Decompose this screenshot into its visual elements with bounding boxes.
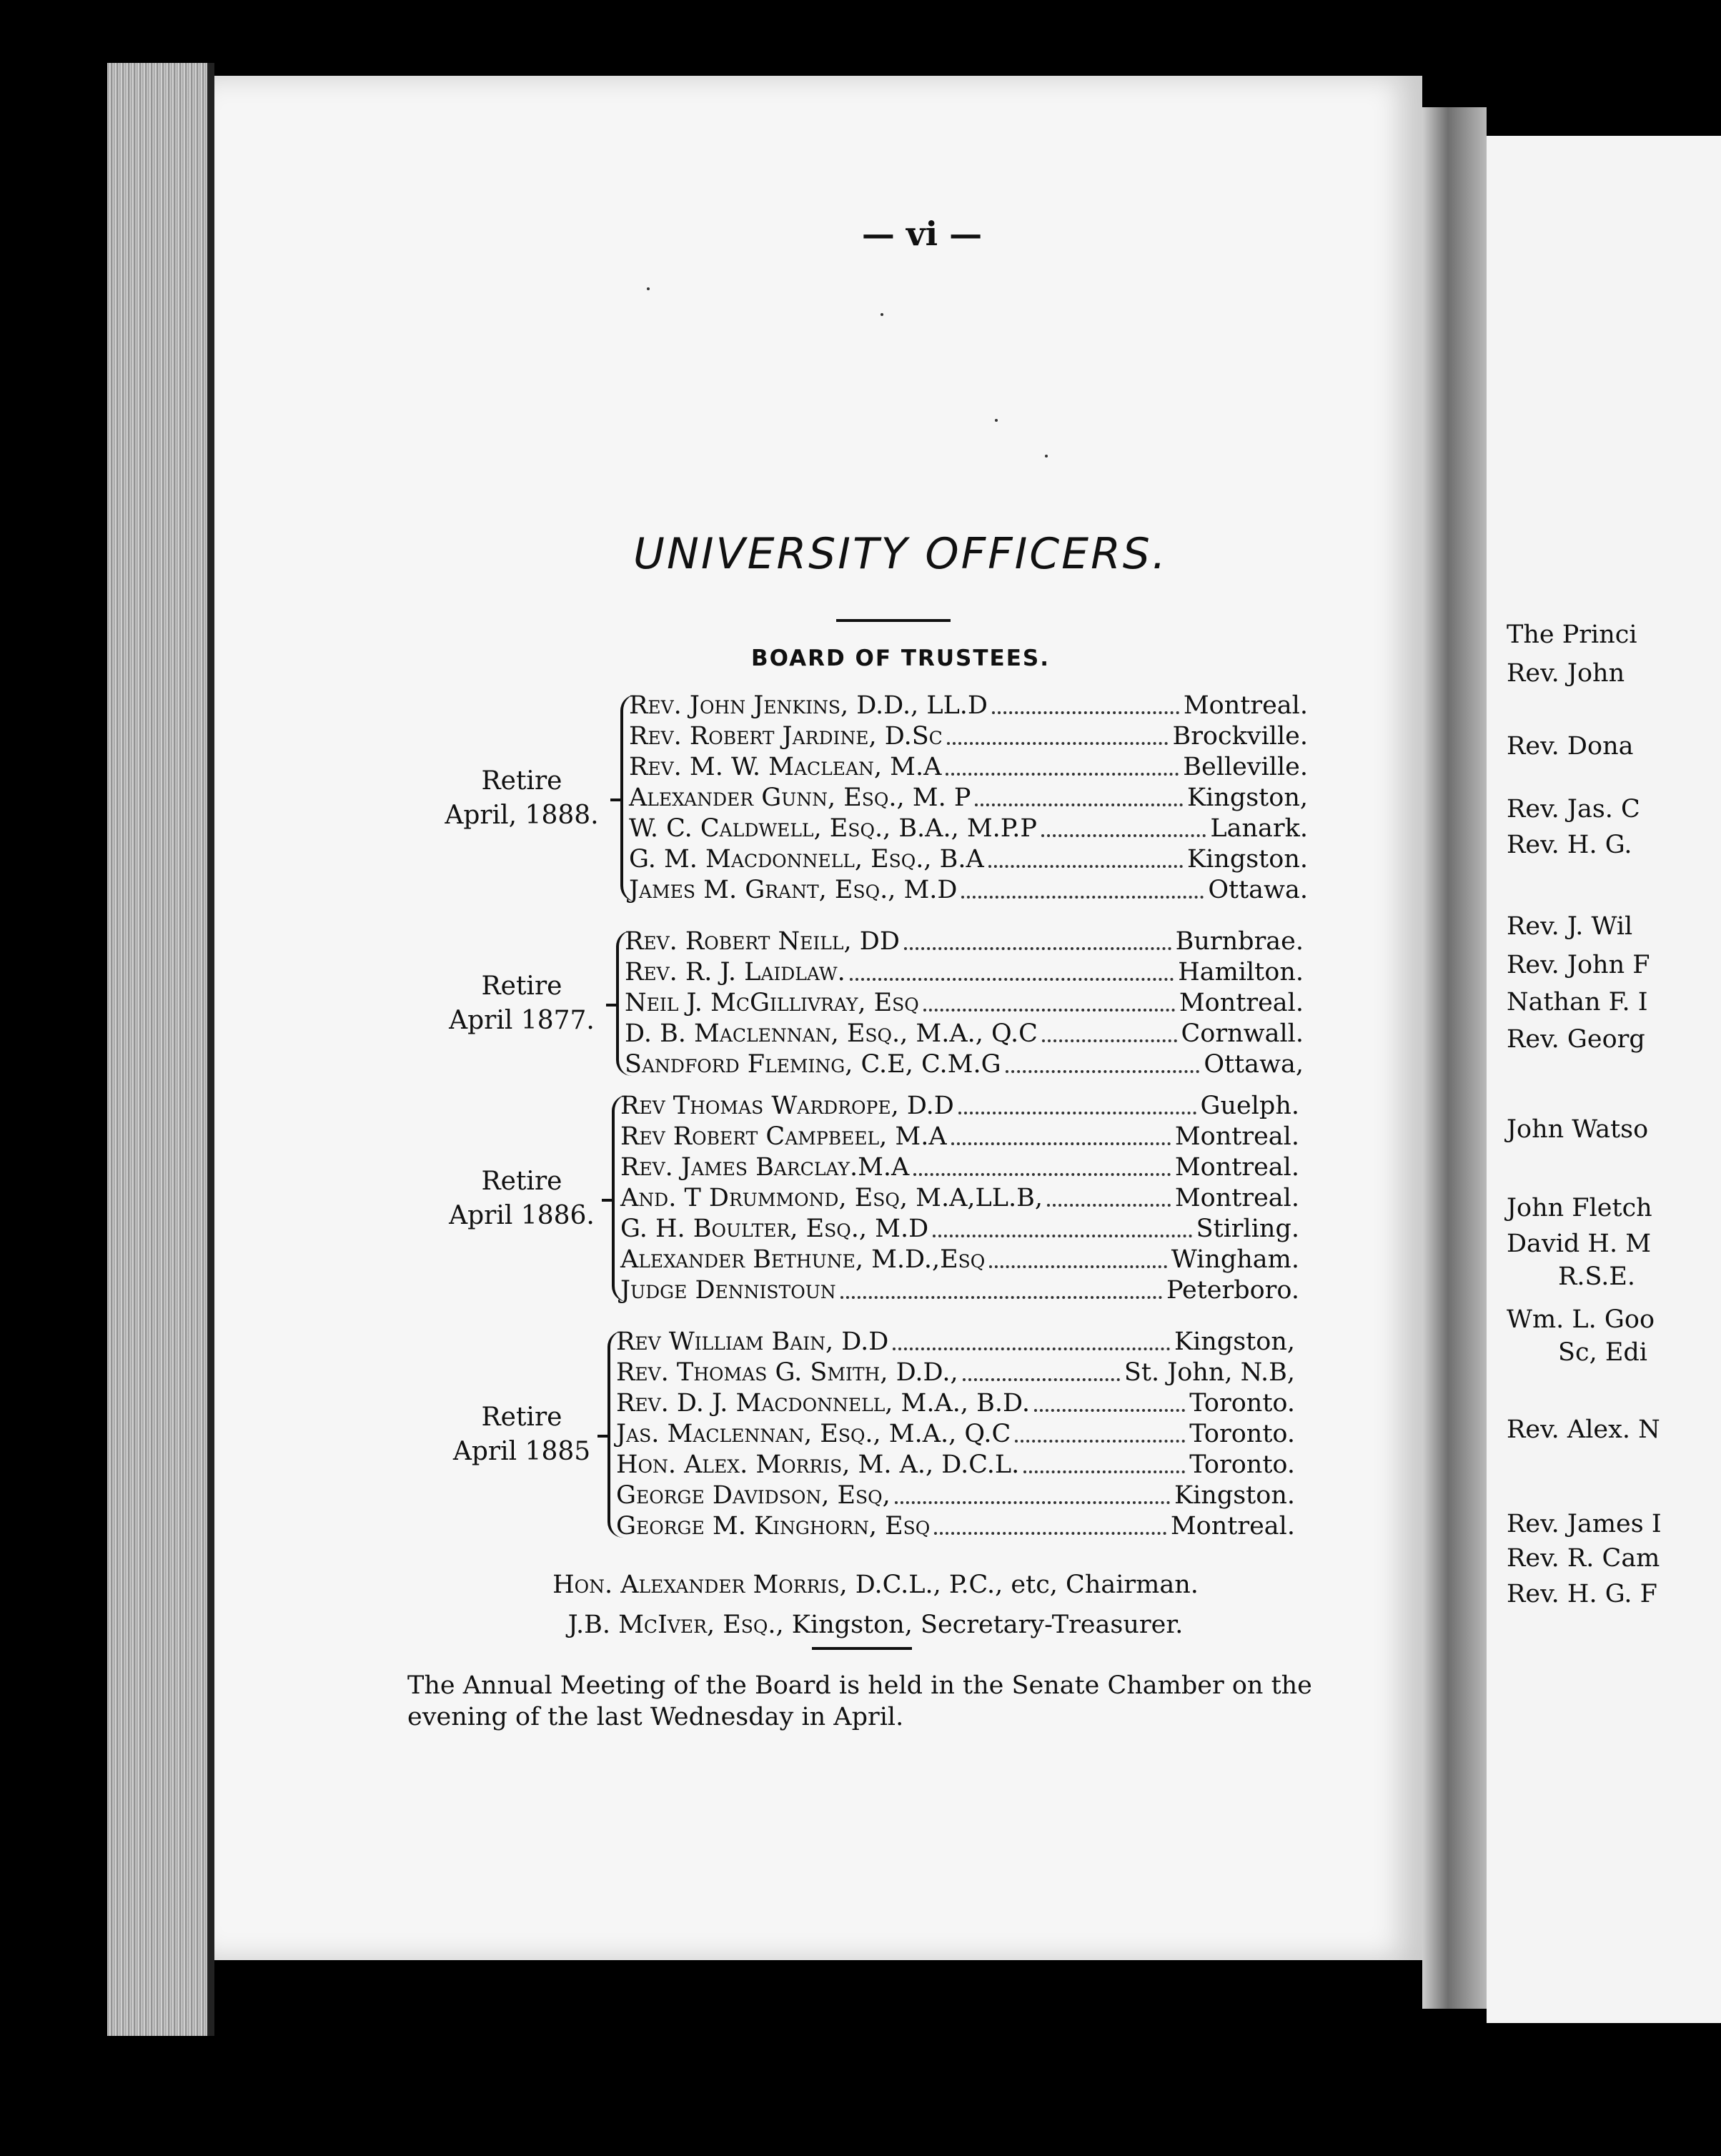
- trustee-row: [616, 1511, 1295, 1542]
- page-gutter: [1422, 107, 1487, 2009]
- right-page-line: John Watso: [1507, 1115, 1649, 1144]
- brace-point: [606, 1004, 618, 1007]
- trustee-place: Toronto.: [1189, 1420, 1295, 1448]
- trustee-name: Neil J. McGillivray, Esq: [625, 989, 919, 1017]
- trustee-row: [629, 844, 1308, 875]
- dot-leader: [1042, 1039, 1177, 1042]
- trustee-name: G. M. Macdonnell, Esq., B.A: [629, 845, 984, 874]
- print-speck: [647, 287, 650, 290]
- dot-leader: [1006, 1070, 1200, 1073]
- trustee-name: And. T Drummond, Esq, M.A,LL.B,: [620, 1184, 1043, 1212]
- chairman-title: D.C.L., P.C., etc, Chairman.: [847, 1571, 1199, 1599]
- trustee-row: [616, 1450, 1295, 1480]
- trustee-row: [616, 1388, 1295, 1419]
- brace-point: [602, 1199, 613, 1202]
- trustee-row: [620, 1183, 1299, 1214]
- right-page-line: Wm. L. Goo: [1507, 1305, 1655, 1334]
- trustee-name: Rev Thomas Wardrope, D.D: [620, 1092, 954, 1120]
- dot-leader: [947, 742, 1169, 745]
- trustee-place: Montreal.: [1170, 1512, 1295, 1541]
- trustee-row: [625, 988, 1304, 1019]
- right-page-line: Rev. Dona: [1507, 732, 1634, 761]
- trustee-row: [616, 1327, 1295, 1358]
- trustee-name: Alexander Gunn, Esq., M. P: [629, 783, 971, 812]
- section-heading: BOARD OF TRUSTEES.: [751, 646, 1050, 671]
- retire-label-line1: Retire: [481, 971, 562, 1001]
- right-page-line: Rev. H. G. F: [1507, 1580, 1657, 1608]
- right-page-line: David H. M: [1507, 1230, 1652, 1258]
- page-title: UNIVERSITY OFFICERS.: [633, 529, 1168, 579]
- trustee-name: Jas. Maclennan, Esq., M.A., Q.C: [616, 1420, 1011, 1448]
- retire-label-date: April 1877.: [449, 1005, 595, 1035]
- title-rule: [836, 619, 951, 622]
- trustee-place: Kingston,: [1186, 783, 1308, 812]
- trustee-row: [629, 783, 1308, 814]
- trustee-name: Rev. R. J. Laidlaw.: [625, 958, 845, 986]
- trustee-name: Rev William Bain, D.D: [616, 1327, 889, 1356]
- trustee-name: Alexander Bethune, M.D.,Esq: [620, 1245, 986, 1274]
- brace-point: [610, 798, 622, 801]
- right-page-line: Rev. Georg: [1507, 1025, 1645, 1054]
- dot-leader: [963, 1378, 1120, 1381]
- trustee-row: [616, 1419, 1295, 1450]
- trustee-row: [625, 957, 1304, 988]
- trustee-row: [620, 1245, 1299, 1275]
- retire-label-date: April 1885: [452, 1436, 591, 1466]
- dot-leader: [992, 711, 1179, 714]
- trustee-place: Toronto.: [1189, 1450, 1295, 1479]
- secretary-line: [400, 1611, 1351, 1639]
- right-page-line: Rev. James I: [1507, 1510, 1662, 1538]
- retire-label: [422, 1400, 622, 1469]
- trustee-name: Rev. John Jenkins, D.D., LL.D: [629, 691, 988, 720]
- dot-leader: [933, 1235, 1191, 1237]
- dot-leader: [1041, 834, 1206, 837]
- trustee-name: Rev. James Barclay.M.A: [620, 1153, 910, 1182]
- dot-leader: [989, 1265, 1166, 1268]
- trustee-row: [629, 814, 1308, 844]
- page-number: — vi —: [861, 214, 983, 253]
- dot-leader: [895, 1501, 1170, 1504]
- trustee-name: Rev Robert Campbeel, M.A: [620, 1122, 947, 1151]
- dot-leader: [893, 1348, 1170, 1350]
- trustee-name: George Davidson, Esq,: [616, 1481, 891, 1510]
- dot-leader: [1034, 1409, 1185, 1412]
- trustee-place: Kingston.: [1174, 1481, 1295, 1510]
- trustee-name: James M. Grant, Esq., M.D: [629, 876, 958, 904]
- secretary-name: J.B. McIver, Esq.,: [567, 1611, 784, 1639]
- trustee-row: [620, 1091, 1299, 1122]
- right-page-line: Rev. H. G.: [1507, 831, 1632, 859]
- retire-label: [422, 1164, 622, 1233]
- right-page-line: Rev. J. Wil: [1507, 912, 1633, 941]
- print-speck: [995, 419, 998, 422]
- trustee-name: Rev. D. J. Macdonnell, M.A., B.D.: [616, 1389, 1030, 1418]
- dot-leader: [1047, 1204, 1171, 1207]
- chairman-line: [400, 1571, 1351, 1599]
- right-page-line: Rev. John F: [1507, 951, 1650, 979]
- trustee-place: Montreal.: [1174, 1184, 1299, 1212]
- chairman-name: Hon. Alexander Morris,: [552, 1571, 848, 1599]
- trustee-name: George M. Kinghorn, Esq: [616, 1512, 931, 1541]
- dot-leader: [923, 1009, 1175, 1012]
- trustee-place: Guelph.: [1200, 1092, 1299, 1120]
- trustee-name: G. H. Boulter, Esq., M.D: [620, 1215, 929, 1243]
- retire-label-line1: Retire: [481, 1402, 562, 1432]
- dot-leader: [840, 1296, 1162, 1299]
- trustee-name: Rev. M. W. Maclean, M.A: [629, 753, 942, 781]
- trustee-place: Lanark.: [1210, 814, 1308, 843]
- right-page-line: Sc, Edi: [1558, 1338, 1647, 1367]
- trustee-place: Toronto.: [1189, 1389, 1295, 1418]
- right-page-line: Rev. Jas. C: [1507, 795, 1640, 824]
- right-page-line: Rev. R. Cam: [1507, 1544, 1660, 1573]
- retire-label-line1: Retire: [481, 1166, 562, 1196]
- trustee-name: Rev. Robert Jardine, D.Sc: [629, 722, 943, 751]
- trustee-place: Kingston,: [1174, 1327, 1295, 1356]
- trustee-place: Ottawa,: [1204, 1050, 1304, 1079]
- trustee-name: Hon. Alex. Morris, M. A., D.C.L.: [616, 1450, 1020, 1479]
- retire-label-date: April 1886.: [449, 1200, 595, 1230]
- trustee-place: Montreal.: [1183, 691, 1308, 720]
- trustee-place: Montreal.: [1174, 1122, 1299, 1151]
- dot-leader: [1015, 1440, 1185, 1443]
- trustee-place: St. John, N.B,: [1124, 1358, 1295, 1387]
- secretary-title: Kingston, Secretary-Treasurer.: [783, 1611, 1184, 1639]
- trustee-row: [629, 752, 1308, 783]
- retire-label-date: April, 1888.: [445, 800, 599, 830]
- trustee-place: Peterboro.: [1166, 1276, 1299, 1305]
- trustee-row: [620, 1275, 1299, 1306]
- trustee-place: Burnbrae.: [1175, 927, 1304, 956]
- trustee-place: Kingston.: [1186, 845, 1308, 874]
- trustee-place: Brockville.: [1172, 722, 1308, 751]
- print-speck: [881, 313, 883, 316]
- trustee-name: Rev. Thomas G. Smith, D.D.,: [616, 1358, 958, 1387]
- trustee-place: Stirling.: [1196, 1215, 1299, 1243]
- print-speck: [1045, 455, 1048, 458]
- dot-leader: [975, 803, 1183, 806]
- trustee-row: [616, 1358, 1295, 1388]
- right-page-line: The Princi: [1507, 620, 1637, 649]
- right-page-line: Rev. Alex. N: [1507, 1415, 1660, 1444]
- trustee-place: Cornwall.: [1181, 1019, 1304, 1048]
- trustee-place: Hamilton.: [1178, 958, 1304, 986]
- right-page-line: John Fletch: [1507, 1194, 1652, 1222]
- note-rule: [812, 1647, 912, 1650]
- dot-leader: [904, 947, 1171, 950]
- retire-label: [422, 764, 622, 833]
- trustee-name: D. B. Maclennan, Esq., M.A., Q.C: [625, 1019, 1038, 1048]
- dot-leader: [951, 1142, 1171, 1145]
- retire-label: [422, 969, 622, 1038]
- trustee-row: [629, 875, 1308, 906]
- trustee-row: [625, 926, 1304, 957]
- trustee-place: Ottawa.: [1208, 876, 1308, 904]
- right-page: [1487, 136, 1721, 2023]
- trustee-row: [620, 1152, 1299, 1183]
- book-spine: [107, 63, 214, 2036]
- trustee-name: Judge Dennistoun: [620, 1276, 836, 1305]
- trustee-name: W. C. Caldwell, Esq., B.A., M.P.P: [629, 814, 1037, 843]
- brace-point: [597, 1435, 609, 1438]
- retire-label-line1: Retire: [481, 766, 562, 796]
- trustee-row: [629, 721, 1308, 752]
- trustee-row: [629, 691, 1308, 721]
- dot-leader: [934, 1532, 1166, 1535]
- trustee-row: [625, 1049, 1304, 1080]
- dot-leader: [988, 865, 1183, 868]
- trustee-row: [625, 1019, 1304, 1049]
- dot-leader: [1023, 1470, 1185, 1473]
- dot-leader: [958, 1112, 1196, 1114]
- trustee-place: Wingham.: [1171, 1245, 1299, 1274]
- dot-leader: [913, 1173, 1171, 1176]
- trustee-place: Belleville.: [1183, 753, 1308, 781]
- dot-leader: [946, 773, 1179, 776]
- trustee-row: [620, 1122, 1299, 1152]
- right-page-line: R.S.E.: [1558, 1262, 1636, 1291]
- trustee-place: Montreal.: [1174, 1153, 1299, 1182]
- trustee-row: [620, 1214, 1299, 1245]
- right-page-line: Nathan F. I: [1507, 988, 1648, 1017]
- dot-leader: [961, 896, 1204, 899]
- trustee-row: [616, 1480, 1295, 1511]
- trustee-name: Sandford Fleming, C.E, C.M.G: [625, 1050, 1001, 1079]
- dot-leader: [850, 978, 1174, 981]
- meeting-note: The Annual Meeting of the Board is held in the Senate Chamber on the evening of the last Wednesday in April.: [407, 1671, 1312, 1731]
- trustee-name: Rev. Robert Neill, DD: [625, 927, 900, 956]
- trustee-place: Montreal.: [1179, 989, 1304, 1017]
- right-page-line: Rev. John: [1507, 659, 1625, 688]
